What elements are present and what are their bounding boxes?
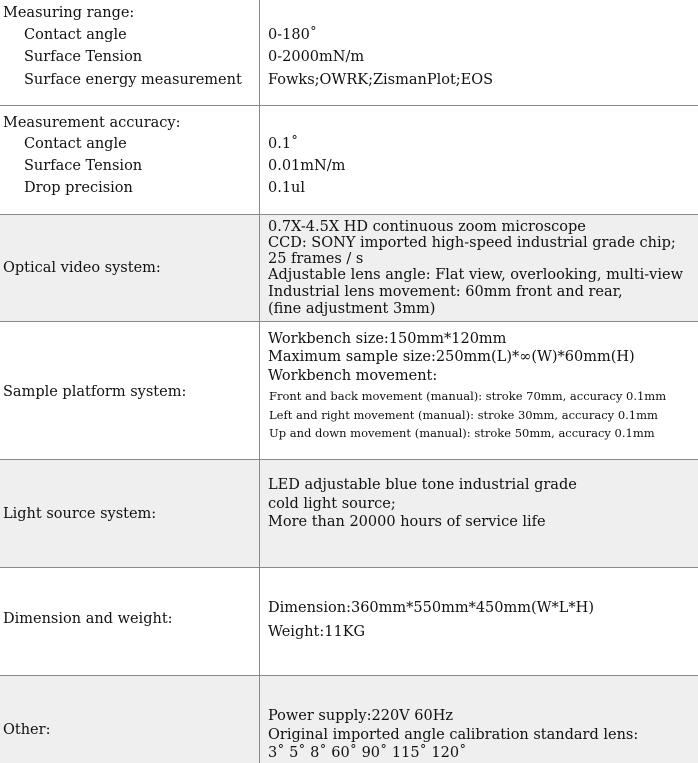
workbench-movement-heading: Workbench movement:	[268, 368, 438, 384]
row-dimension-weight	[0, 568, 698, 676]
row-optical-video	[0, 215, 698, 322]
left-right-movement: Left and right movement (manual): stroke 30mm, accuracy 0.1mm	[269, 408, 658, 422]
optical-video-line-3: 25 frames / s	[268, 251, 364, 267]
measurement-accuracy-heading: Measurement accuracy:	[3, 115, 181, 131]
surface-energy-label: Surface energy measurement	[24, 72, 242, 88]
surface-tension-label: Surface Tension	[24, 49, 143, 65]
accuracy-contact-angle-value: 0.1˚	[268, 136, 299, 152]
accuracy-surface-tension-value: 0.01mN/m	[268, 158, 346, 174]
accuracy-contact-angle-label: Contact angle	[24, 136, 127, 152]
calibration-lens: Original imported angle calibration standard lens:	[268, 727, 639, 743]
other-label: Other:	[3, 722, 51, 738]
light-source-line-1: LED adjustable blue tone industrial grade	[268, 477, 577, 493]
row-sample-platform	[0, 322, 698, 460]
optical-video-line-2: CCD: SONY imported high-speed industrial grade chip;	[268, 235, 676, 251]
front-back-movement: Front and back movement (manual): stroke 70mm, accuracy 0.1mm	[269, 389, 667, 403]
drop-precision-label: Drop precision	[24, 180, 133, 196]
column-divider	[259, 568, 260, 675]
measuring-range-heading: Measuring range:	[3, 5, 135, 21]
optical-video-line-1: 0.7X-4.5X HD continuous zoom microscope	[268, 219, 586, 235]
column-divider	[259, 215, 260, 321]
column-divider	[259, 106, 260, 214]
light-source-label: Light source system:	[3, 506, 157, 522]
surface-tension-value: 0-2000mN/m	[268, 49, 365, 65]
row-light-source	[0, 460, 698, 568]
row-measurement-accuracy	[0, 106, 698, 215]
optical-video-label: Optical video system:	[3, 260, 161, 276]
optical-video-line-6: (fine adjustment 3mm)	[268, 301, 436, 317]
optical-video-line-5: Industrial lens movement: 60mm front and rear,	[268, 284, 623, 300]
workbench-size: Workbench size:150mm*120mm	[268, 331, 507, 347]
accuracy-surface-tension-label: Surface Tension	[24, 158, 143, 174]
light-source-line-2: cold light source;	[268, 496, 396, 512]
surface-energy-value: Fowks;OWRK;ZismanPlot;EOS	[268, 72, 494, 88]
column-divider	[259, 0, 260, 105]
column-divider	[259, 322, 260, 459]
column-divider	[259, 460, 260, 567]
sample-platform-label: Sample platform system:	[3, 384, 187, 400]
power-supply: Power supply:220V 60Hz	[268, 708, 453, 724]
dimension-value: Dimension:360mm*550mm*450mm(W*L*H)	[268, 600, 594, 616]
row-other	[0, 676, 698, 763]
max-sample-size: Maximum sample size:250mm(L)*∞(W)*60mm(H)	[268, 349, 635, 365]
dimension-weight-label: Dimension and weight:	[3, 611, 173, 627]
up-down-movement: Up and down movement (manual): stroke 50mm, accuracy 0.1mm	[269, 426, 655, 440]
contact-angle-label: Contact angle	[24, 27, 127, 43]
calibration-angles: 3˚ 5˚ 8˚ 60˚ 90˚ 115˚ 120˚	[268, 745, 467, 761]
light-source-line-3: More than 20000 hours of service life	[268, 514, 546, 530]
drop-precision-value: 0.1ul	[268, 180, 306, 196]
weight-value: Weight:11KG	[268, 624, 366, 640]
contact-angle-value: 0-180˚	[268, 27, 318, 43]
row-measuring-range	[0, 0, 698, 106]
optical-video-line-4: Adjustable lens angle: Flat view, overlooking, multi-view	[268, 267, 683, 283]
column-divider	[259, 676, 260, 763]
